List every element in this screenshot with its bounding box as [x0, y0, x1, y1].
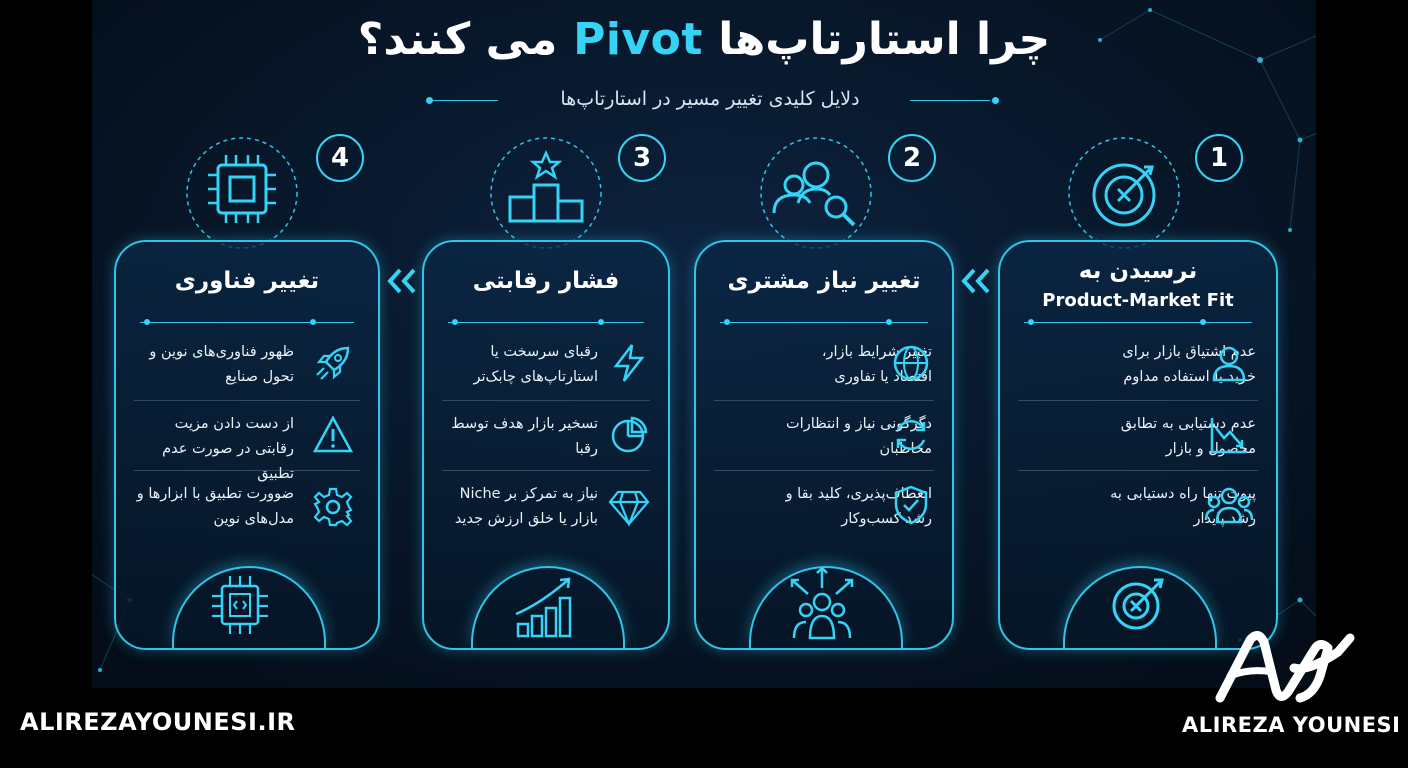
podium-star-icon — [486, 133, 606, 253]
list-item: نیاز به تمرکز بر Niche بازار یا خلق ارزش جدید — [454, 486, 598, 527]
left-dark-band — [0, 0, 92, 688]
list-item: رقبای سرسخت یا استارتاپ‌های چابک‌تر — [473, 344, 598, 385]
step-number-4: 4 — [316, 134, 364, 182]
card-divider — [720, 322, 928, 323]
item-separator — [1018, 470, 1258, 471]
page-subtitle: دلایل کلیدی تغییر مسیر در استارتاپ‌ها — [560, 88, 860, 110]
item-separator — [714, 400, 934, 401]
subtitle-row — [420, 86, 1000, 116]
item-separator — [442, 400, 650, 401]
card-title: تغییر نیاز مشتری — [727, 268, 921, 294]
code-chip-icon — [208, 572, 272, 638]
ay-logo — [1210, 628, 1360, 708]
website-link[interactable]: ALIREZAYOUNESI.IR — [20, 708, 296, 736]
card-title: فشار رقابتی — [472, 268, 620, 294]
target-arrow-icon — [1108, 574, 1168, 634]
step-number-3: 3 — [618, 134, 666, 182]
chip-icon — [182, 133, 302, 253]
card-title: نرسیدن به — [1078, 258, 1198, 284]
diamond-icon — [608, 486, 650, 528]
person-icon — [1208, 342, 1250, 384]
item-separator — [714, 470, 934, 471]
list-item: پیوت تنها راه دستیابی به رشد پایدار — [1110, 486, 1256, 527]
card-title: تغییر فناوری — [174, 268, 320, 294]
list-item: ظهور فناوری‌های نوین و تحول صنایع — [149, 344, 294, 385]
list-item: تغییر شرایط بازار، اقتصاد یا تفاوری — [821, 344, 932, 385]
card-customer-need — [694, 240, 954, 650]
item-separator — [1018, 400, 1258, 401]
list-item: از دست دادن مزیت رقابتی در صورت عدم تطبیق — [162, 416, 294, 482]
refresh-icon — [890, 414, 932, 456]
list-item: تسخیر بازار هدف توسط رقبا — [451, 416, 598, 457]
item-separator — [134, 400, 360, 401]
step-number-2: 2 — [888, 134, 936, 182]
list-item: ضوورت تطبیق با ابزارها و مدل‌های نوین — [136, 486, 294, 527]
card-divider — [1024, 322, 1252, 323]
card-divider — [140, 322, 354, 323]
chevrons-left-icon — [384, 266, 418, 296]
shield-check-icon — [890, 484, 932, 526]
right-dark-band — [1316, 0, 1408, 688]
list-item: دگرگونی نیاز و انتظارات مخاطبان — [786, 416, 932, 457]
chevrons-left-icon — [958, 266, 992, 296]
group-icon — [1204, 484, 1254, 526]
card-competitive-pressure — [422, 240, 670, 650]
list-item: انعطاف‌پذیری، کلید بقا و رشد کسب‌وکار — [785, 486, 932, 527]
globe-icon — [890, 342, 932, 384]
chart-down-icon — [1208, 414, 1250, 456]
rocket-icon — [312, 342, 354, 384]
page-title: چرا استارتاپ‌ها Pivot می کنند؟ — [357, 14, 1051, 65]
list-item: عدم دستیابی به تطابق محصول و بازار — [1120, 416, 1256, 457]
pie-chart-icon — [608, 414, 650, 456]
brand-name: ALIREZA YOUNESI — [1182, 713, 1401, 737]
lightning-icon — [608, 342, 650, 384]
gear-icon — [312, 486, 354, 528]
item-separator — [442, 470, 650, 471]
card-subtitle: Product-Market Fit — [1042, 290, 1234, 311]
item-separator — [134, 470, 360, 471]
target-icon — [1064, 133, 1184, 253]
users-search-icon — [756, 133, 876, 253]
title-accent: Pivot — [573, 14, 703, 65]
card-product-market-fit — [998, 240, 1278, 650]
growth-chart-icon — [512, 574, 576, 638]
step-number-1: 1 — [1195, 134, 1243, 182]
card-technology-change — [114, 240, 380, 650]
list-item: عدم اشتیاق بازار برای خرید یا استفاده مداوم — [1122, 344, 1256, 385]
warning-icon — [312, 414, 354, 456]
people-arrows-icon — [780, 564, 864, 640]
card-divider — [448, 322, 644, 323]
